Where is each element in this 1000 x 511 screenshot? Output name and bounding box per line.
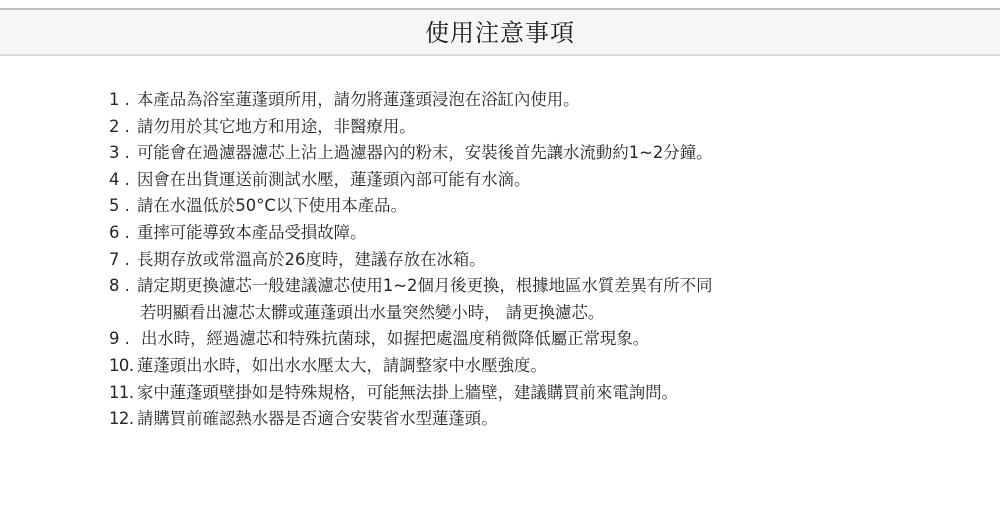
- item-text: 請勿用於其它地方和用途，非醫療用。: [137, 116, 416, 136]
- item-text: 本產品為浴室蓮蓬頭所用，請勿將蓮蓬頭浸泡在浴缸內使用。: [137, 90, 580, 109]
- item-number: 9 .: [109, 329, 130, 349]
- list-item: [109, 380, 712, 407]
- item-text-continuation: 若明顯看出濾芯太髒或蓮蓬頭出水量突然變小時， 請更換濾芯。: [140, 302, 605, 322]
- list-item: [109, 247, 712, 274]
- item-number: 2 .: [109, 116, 130, 136]
- item-number: 11.: [109, 382, 134, 402]
- item-number: 6 .: [109, 222, 130, 242]
- item-text: 請定期更換濾芯一般建議濾芯使用1~2個月後更換，根據地區水質差異有所不同: [137, 276, 713, 296]
- list-item: [109, 406, 712, 433]
- page-title: 使用注意事項: [425, 19, 575, 47]
- list-item: [109, 167, 712, 194]
- item-text: 出水時，經過濾芯和特殊抗菌球，如握把處溫度稍微降低屬正常現象。: [141, 329, 650, 349]
- item-text: 長期存放或常溫高於26度時，建議存放在冰箱。: [137, 249, 486, 269]
- item-text: 重摔可能導致本產品受損故障。: [137, 222, 367, 242]
- item-text: 因會在出貨運送前測試水壓，蓮蓬頭內部可能有水滴。: [137, 169, 531, 189]
- item-text: 蓮蓬頭出水時，如出水水壓太大，請調整家中水壓強度。: [137, 355, 547, 375]
- item-text: 家中蓮蓬頭壁掛如是特殊規格，可能無法掛上牆壁，建議購買前來電詢問。: [137, 382, 678, 402]
- list-item: [109, 193, 712, 220]
- list-item: [109, 220, 712, 247]
- list-item: [109, 87, 712, 114]
- item-number: 7 .: [109, 249, 130, 269]
- item-number: 3 .: [109, 143, 130, 163]
- item-number: 10.: [109, 355, 134, 375]
- section-header: [0, 8, 1000, 56]
- list-item: [109, 114, 712, 141]
- item-text: 請在水溫低於50°C以下使用本產品。: [137, 196, 407, 216]
- item-number: 1 .: [109, 90, 130, 109]
- item-number: 4 .: [109, 169, 130, 189]
- list-item: [109, 140, 712, 167]
- item-number: 12.: [109, 409, 134, 429]
- usage-notes-list: [109, 87, 712, 433]
- item-text: 請購買前確認熱水器是否適合安裝省水型蓮蓬頭。: [137, 409, 498, 429]
- item-number: 8 .: [109, 276, 130, 296]
- item-number: 5 .: [109, 196, 130, 216]
- list-item: [109, 326, 712, 353]
- list-item-continuation: [109, 300, 712, 327]
- item-text: 可能會在過濾器濾芯上沾上過濾器內的粉末，安裝後首先讓水流動約1~2分鐘。: [137, 143, 713, 163]
- list-item: [109, 273, 712, 300]
- list-item: [109, 353, 712, 380]
